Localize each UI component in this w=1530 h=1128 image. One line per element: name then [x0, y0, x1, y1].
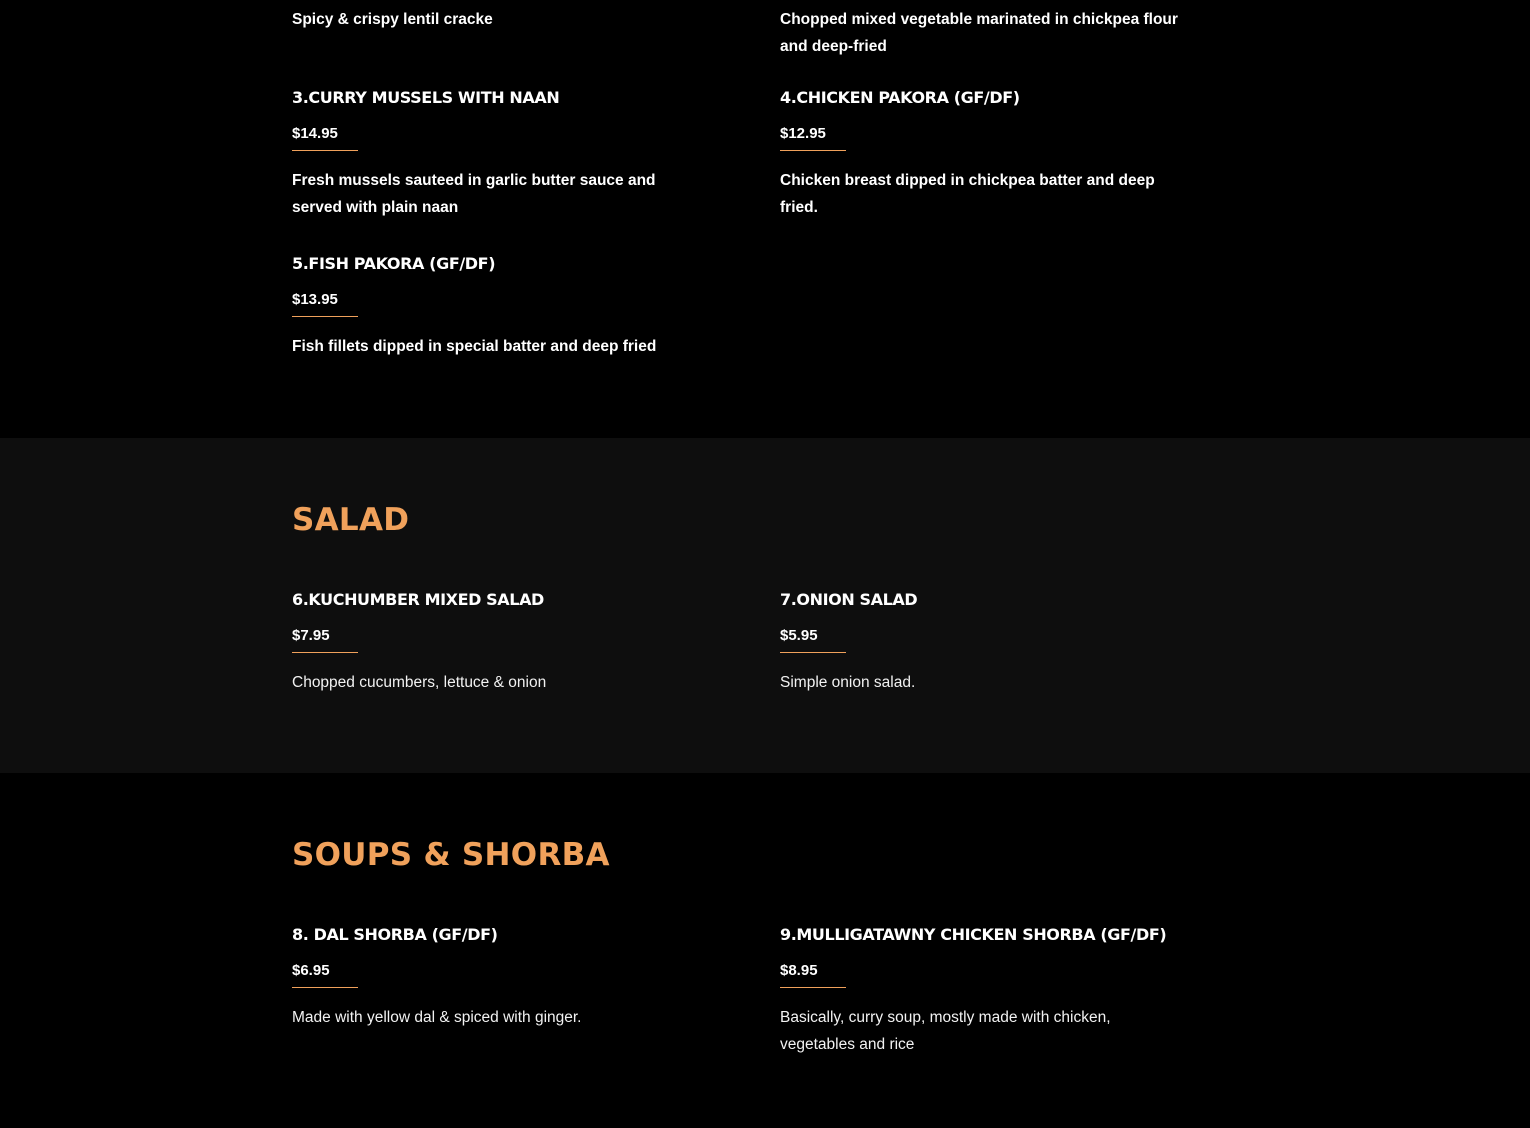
menu-item [292, 925, 692, 1031]
price-divider [780, 652, 846, 653]
soups-section [0, 773, 1530, 1128]
item-price: $13.95 [292, 291, 338, 308]
item-description: Spicy & crispy lentil cracke [292, 11, 493, 28]
item-description: Fish fillets dipped in special batter and deep fried [292, 338, 657, 355]
item-name: 8. DAL SHORBA (GF/DF) [292, 925, 498, 944]
price-divider [292, 150, 358, 151]
item-name: 3.CURRY MUSSELS WITH NAAN [292, 88, 560, 107]
menu-item [292, 254, 692, 360]
item-name: 7.ONION SALAD [780, 590, 918, 609]
item-description: Chicken breast dipped in chickpea batter and deep fried. [780, 172, 1155, 216]
menu-item [292, 6, 692, 33]
item-price: $6.95 [292, 962, 330, 979]
menu-item [780, 6, 1180, 60]
item-name: 4.CHICKEN PAKORA (GF/DF) [780, 88, 1020, 107]
menu-item [780, 88, 1180, 221]
item-description: Basically, curry soup, mostly made with chicken, vegetables and rice [780, 1009, 1111, 1053]
item-price: $7.95 [292, 627, 330, 644]
salad-section [0, 438, 1530, 773]
price-divider [292, 987, 358, 988]
item-description: Made with yellow dal & spiced with ginger. [292, 1009, 582, 1026]
item-description: Chopped mixed vegetable marinated in chickpea flour and deep-fried [780, 11, 1178, 55]
menu-item [780, 925, 1180, 1058]
item-price: $8.95 [780, 962, 818, 979]
item-name: 9.MULLIGATAWNY CHICKEN SHORBA (GF/DF) [780, 925, 1167, 944]
appetizers-section [0, 0, 1530, 438]
item-description: Chopped cucumbers, lettuce & onion [292, 674, 547, 691]
menu-item [292, 590, 692, 696]
item-description: Simple onion salad. [780, 674, 916, 691]
item-price: $5.95 [780, 627, 818, 644]
item-name: 6.KUCHUMBER MIXED SALAD [292, 590, 544, 609]
section-title: SALAD [292, 502, 410, 538]
section-title: SOUPS & SHORBA [292, 837, 610, 873]
price-divider [780, 987, 846, 988]
price-divider [292, 652, 358, 653]
item-description: Fresh mussels sauteed in garlic butter sauce and served with plain naan [292, 172, 656, 216]
item-price: $14.95 [292, 125, 338, 142]
price-divider [292, 316, 358, 317]
menu-item [780, 590, 1180, 696]
menu-item [292, 88, 692, 221]
item-price: $12.95 [780, 125, 826, 142]
price-divider [780, 150, 846, 151]
item-name: 5.FISH PAKORA (GF/DF) [292, 254, 496, 273]
